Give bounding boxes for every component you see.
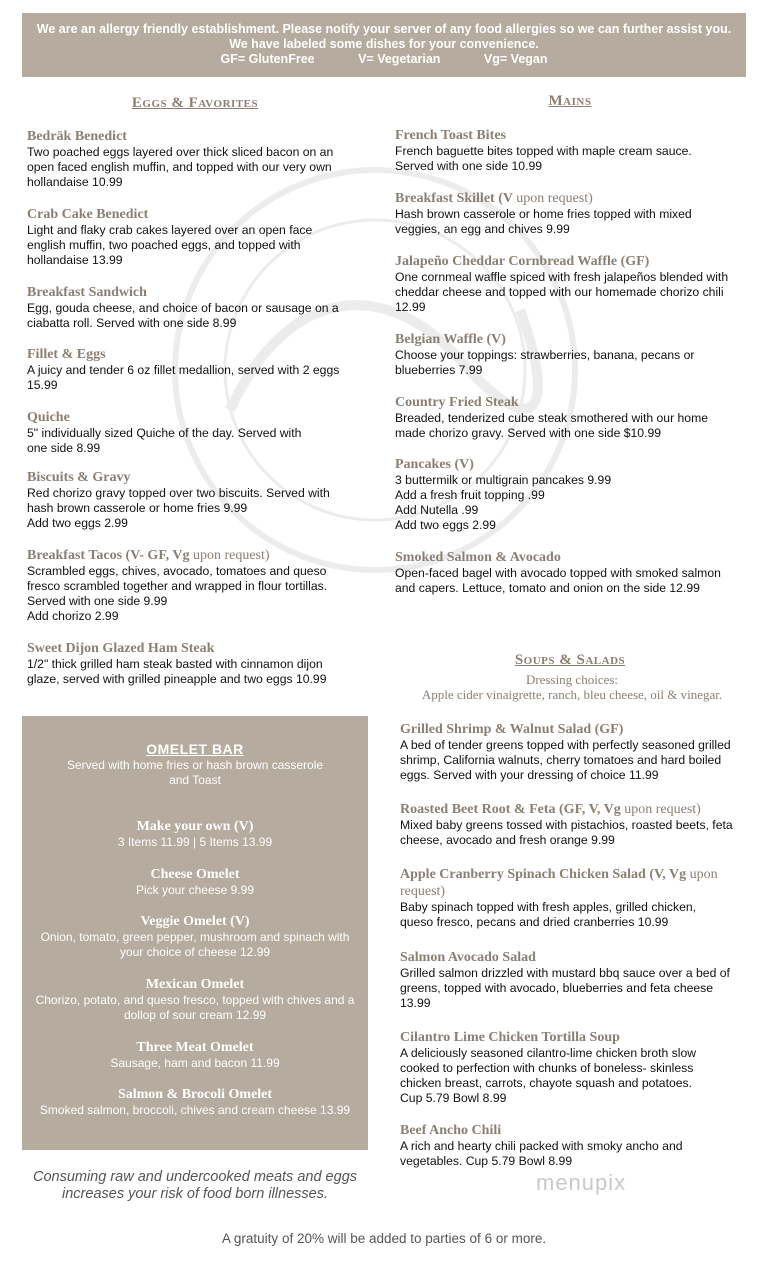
omelet-bar-title: OMELET BAR — [146, 741, 244, 757]
menu-item — [400, 949, 758, 1011]
omelet-item — [22, 1086, 368, 1118]
allergy-label-notice: We have labeled some dishes for your convenience. — [229, 37, 539, 51]
item-name: Belgian Waffle (V) — [395, 332, 506, 347]
menu-item — [27, 640, 367, 687]
menu-item — [400, 1122, 758, 1169]
menu-item — [400, 866, 758, 930]
menu-item — [27, 206, 367, 268]
dressing-choices — [400, 672, 744, 702]
item-name: Biscuits & Gravy — [27, 470, 131, 485]
omelet-name: Cheese Omelet — [150, 867, 240, 882]
item-name: Breakfast Sandwich — [27, 285, 147, 300]
menu-item — [395, 394, 755, 441]
item-desc: Hash brown casserole or home fries topped with mixed veggies, an egg and chives 9.99 — [395, 207, 692, 236]
item-desc: Light and flaky crab cakes layered over an open face english muffin, two poached eggs, and topped with hollandaise 13.99 — [27, 223, 313, 267]
omelet-desc: Onion, tomato, green pepper, mushroom and spinach with your choice of cheese 12.99 — [40, 930, 350, 959]
dressing-list: Apple cider vinaigrette, ranch, bleu cheese, oil & vinegar. — [421, 687, 723, 702]
item-name: Country Fried Steak — [395, 395, 519, 410]
eggs-section-title: Eggs & Favorites — [131, 95, 259, 111]
item-name: Breakfast Skillet (V upon request) — [395, 191, 593, 206]
menu-item — [395, 331, 755, 378]
item-desc: 5" individually sized Quiche of the day. Served with one side 8.99 — [27, 426, 302, 455]
item-name: Beef Ancho Chili — [400, 1123, 502, 1138]
omelet-name: Salmon & Brocoli Omelet — [117, 1087, 273, 1102]
item-name: Salmon Avocado Salad — [400, 950, 536, 965]
soups-section-title: Soups & Salads — [514, 652, 626, 668]
omelet-desc: Chorizo, potato, and queso fresco, topped with chives and a dollop of sour cream 12.99 — [35, 993, 355, 1022]
item-name: Roasted Beet Root & Feta (GF, V, Vg upon request) — [400, 802, 701, 817]
omelet-item — [22, 866, 368, 898]
item-name: Grilled Shrimp & Walnut Salad (GF) — [400, 722, 624, 737]
gratuity-notice: A gratuity of 20% will be added to parties of 6 or more. — [221, 1231, 547, 1246]
food-safety-warning: Consuming raw and undercooked meats and eggs increases your risk of food born illnesses. — [32, 1169, 358, 1202]
item-desc: Two poached eggs layered over thick sliced bacon on an open faced english muffin, and topped with our very own hollandaise 10.99 — [27, 145, 334, 189]
item-name: Bedräk Benedict — [27, 129, 127, 144]
dressing-label: Dressing choices: — [525, 672, 619, 687]
omelet-item — [22, 818, 368, 850]
item-name: Breakfast Tacos (V- GF, Vg upon request) — [27, 548, 270, 563]
item-name: Cilantro Lime Chicken Tortilla Soup — [400, 1030, 620, 1045]
menu-item — [27, 547, 367, 624]
menu-item — [395, 456, 755, 533]
item-desc: One cornmeal waffle spiced with fresh jalapeños blended with cheddar cheese and topped with our homemade chorizo chili 12.99 — [395, 270, 729, 314]
item-name: French Toast Bites — [395, 128, 506, 143]
item-desc: A rich and hearty chili packed with smoky ancho and vegetables. Cup 5.79 Bowl 8.99 — [400, 1139, 683, 1168]
item-name: Smoked Salmon & Avocado — [395, 550, 561, 565]
item-desc: Grilled salmon drizzled with mustard bbq sauce over a bed of greens, topped with avocado, blueberries and feta cheese 13.99 — [400, 966, 730, 1010]
menu-item — [395, 549, 755, 596]
omelet-item — [22, 1039, 368, 1071]
omelet-desc: Pick your cheese 9.99 — [135, 883, 255, 897]
omelet-name: Mexican Omelet — [145, 977, 245, 992]
item-name: Quiche — [27, 410, 70, 425]
menu-item — [27, 409, 367, 456]
menu-item — [27, 284, 367, 331]
omelet-item — [22, 976, 368, 1023]
item-desc: Breaded, tenderized cube steak smothered with our home made chorizo gravy. Served with one side $10.99 — [395, 411, 708, 440]
mains-section-title: Mains — [548, 93, 592, 109]
item-name: Crab Cake Benedict — [27, 207, 149, 222]
menu-item — [395, 190, 755, 237]
menu-item — [395, 253, 755, 315]
item-desc: Egg, gouda cheese, and choice of bacon or sausage on a ciabatta roll. Served with one side 8.99 — [27, 301, 339, 330]
item-desc: Baby spinach topped with fresh apples, grilled chicken, queso fresco, pecans and dried cranberries 10.99 — [400, 900, 697, 929]
menu-item — [395, 127, 755, 174]
allergy-notice: We are an allergy friendly establishment. Please notify your server of any food allergies so we can further assist you. — [36, 22, 732, 36]
omelet-name: Veggie Omelet (V) — [140, 914, 250, 929]
code-vegetarian: V= Vegetarian — [358, 52, 441, 66]
menu-item — [400, 721, 758, 783]
omelet-desc: Sausage, ham and bacon 11.99 — [110, 1056, 280, 1070]
item-desc: Scrambled eggs, chives, avocado, tomatoes and queso fresco scrambled together and wrapped in flour tortillas. Served with one side 9.99 Add chorizo 2.99 — [27, 564, 328, 623]
allergy-codes — [22, 52, 746, 67]
item-desc: 3 buttermilk or multigrain pancakes 9.99 Add a fresh fruit topping .99 Add Nutella .99 Add two eggs 2.99 — [395, 473, 612, 532]
omelet-name: Three Meat Omelet — [136, 1040, 254, 1055]
item-name: Jalapeño Cheddar Cornbread Waffle (GF) — [395, 254, 650, 269]
item-desc: Open-faced bagel with avocado topped with smoked salmon and capers. Lettuce, tomato and onion on the side 12.99 — [395, 566, 721, 595]
omelet-bar-subtitle: Served with home fries or hash brown casserole and Toast — [66, 758, 324, 787]
menu-item — [400, 801, 758, 848]
item-desc: Red chorizo gravy topped over two biscuits. Served with hash brown casserole or home fries 9.99 Add two eggs 2.99 — [27, 486, 330, 530]
omelet-item — [22, 913, 368, 960]
item-desc: Mixed baby greens tossed with pistachios, roasted beets, feta cheese, avocado and fresh orange 9.99 — [400, 818, 733, 847]
item-name: Apple Cranberry Spinach Chicken Salad (V, Vg upon request) — [400, 867, 718, 899]
item-name: Pancakes (V) — [395, 457, 474, 472]
menu-item — [27, 469, 367, 531]
item-desc: A deliciously seasoned cilantro-lime chicken broth slow cooked to perfection with chunks of boneless- skinless chicken breast, carrots, chayote squash and potatoes. Cup 5.79 Bowl 8.99 — [400, 1046, 697, 1105]
item-desc: French baguette bites topped with maple cream sauce. Served with one side 10.99 — [395, 144, 692, 173]
omelet-desc: 3 Items 11.99 | 5 Items 13.99 — [117, 835, 273, 849]
omelet-name: Make your own (V) — [136, 819, 254, 834]
menu-item — [27, 346, 367, 393]
omelet-bar-panel — [22, 716, 368, 1150]
item-desc: 1/2" thick grilled ham steak basted with cinnamon dijon glaze, served with grilled pineapple and two eggs 10.99 — [27, 657, 327, 686]
item-desc: A juicy and tender 6 oz fillet medallion, served with 2 eggs 15.99 — [27, 363, 340, 392]
item-desc: A bed of tender greens topped with perfectly seasoned grilled shrimp, California walnuts, cherry tomatoes and hard boiled eggs. Served with your dressing of choice 11.99 — [400, 738, 731, 782]
code-gluten-free: GF= GlutenFree — [220, 52, 315, 66]
menu-item — [27, 128, 367, 190]
item-name: Sweet Dijon Glazed Ham Steak — [27, 641, 215, 656]
item-name: Fillet & Eggs — [27, 347, 106, 362]
menu-item — [400, 1029, 758, 1106]
menupix-watermark: menupix — [536, 1170, 627, 1195]
item-desc: Choose your toppings: strawberries, banana, pecans or blueberries 7.99 — [395, 348, 695, 377]
code-vegan: Vg= Vegan — [483, 52, 548, 66]
allergy-banner — [22, 13, 746, 77]
omelet-desc: Smoked salmon, broccoli, chives and cream cheese 13.99 — [39, 1103, 351, 1117]
